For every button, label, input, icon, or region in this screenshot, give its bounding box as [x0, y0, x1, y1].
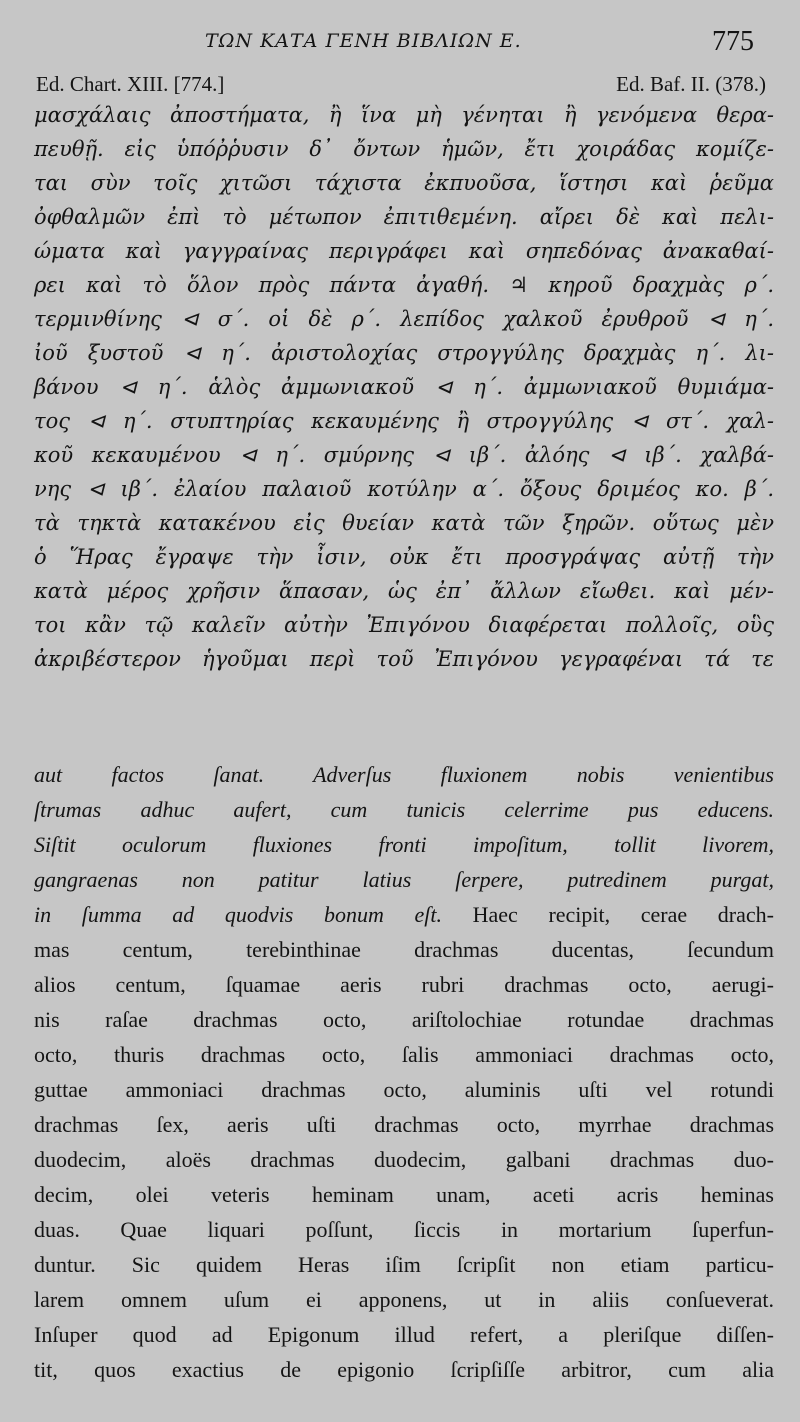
latin-roman-text: drachmas ſex, aeris uſti drachmas octo, myrrhae drachmas: [34, 1112, 774, 1137]
latin-line: [34, 1002, 774, 1037]
greek-text-block: [34, 98, 774, 676]
latin-text-block: [34, 757, 774, 1387]
latin-line: [34, 1282, 774, 1317]
latin-line: [34, 827, 774, 862]
edition-references: [36, 72, 766, 100]
running-head: [0, 26, 800, 62]
latin-line: [34, 1107, 774, 1142]
greek-line: βάνου ⊲ η΄. ἁλὸς ἀμμωνιακοῦ ⊲ η΄. ἀμμωνιακοῦ θυμιάμα-: [34, 375, 774, 399]
greek-line: ὁ Ἥρας ἔγραψε τὴν ἶσιν, οὐκ ἔτι προσγράψας αὐτῇ τὴν: [34, 545, 774, 569]
latin-line: [34, 757, 774, 792]
latin-roman-text: tit, quos exactius de epigonio ſcripſiſſe arbitror, cum alia: [34, 1357, 774, 1382]
greek-line: ρει καὶ τὸ ὅλον πρὸς πάντα ἀγαθή. ♃ κηροῦ δραχμὰς ρ΄.: [34, 273, 774, 297]
greek-line: ἰοῦ ξυστοῦ ⊲ η΄. ἀριστολοχίας στρογγύλης δραχμὰς η΄. λι-: [34, 341, 774, 365]
latin-italic-text: in ſumma ad quodvis bonum eſt.: [34, 902, 442, 927]
latin-italic-text: Siſtit oculorum fluxiones fronti impoſitum, tollit livorem,: [34, 832, 774, 857]
greek-line: τερμινθίνης ⊲ σ΄. οἱ δὲ ρ΄. λεπίδος χαλκοῦ ἐρυθροῦ ⊲ η΄.: [34, 307, 774, 331]
latin-line: [34, 1212, 774, 1247]
latin-roman-text: duntur. Sic quidem Heras iſim ſcripſit non etiam particu-: [34, 1252, 774, 1277]
greek-line: ἀκριβέστερον ἡγοῦμαι περὶ τοῦ Ἐπιγόνου γεγραφέναι τά τε: [34, 647, 774, 671]
latin-roman-text: duodecim, aloës drachmas duodecim, galbani drachmas duo-: [34, 1147, 774, 1172]
latin-italic-text: ſtrumas adhuc aufert, cum tunicis celerrime pus educens.: [34, 797, 774, 822]
latin-roman-text: mas centum, terebinthinae drachmas ducentas, ſecundum: [34, 937, 774, 962]
greek-line: τος ⊲ η΄. στυπτηρίας κεκαυμένης ἢ στρογγύλης ⊲ στ΄. χαλ-: [34, 409, 774, 433]
greek-line: τοι κἂν τῷ καλεῖν αὐτὴν Ἐπιγόνου διαφέρεται πολλοῖς, οὓς: [34, 613, 774, 637]
running-title: ΤΩΝ ΚΑΤΑ ΓΕΝΗ ΒΙΒΛΙΩΝ Ε.: [205, 30, 522, 52]
latin-roman-text: alios centum, ſquamae aeris rubri drachmas octo, aerugi-: [34, 972, 774, 997]
latin-line: [34, 862, 774, 897]
latin-line: [34, 1317, 774, 1352]
greek-line: τὰ τηκτὰ κατακένου εἰς θυείαν κατὰ τῶν ξηρῶν. οὕτως μὲν: [34, 511, 774, 535]
greek-line: πευθῇ. εἰς ὑπόῤῥυσιν δ᾽ ὄντων ἡμῶν, ἔτι χοιράδας κομίζε-: [34, 137, 774, 161]
edition-reference-chartier: Ed. Chart. XIII. [774.]: [36, 72, 225, 96]
show-through-bleed: [40, 690, 760, 750]
latin-roman-text: duas. Quae liquari poſſunt, ſiccis in mortarium ſuperfun-: [34, 1217, 774, 1242]
latin-line: [34, 1142, 774, 1177]
latin-roman-text: nis raſae drachmas octo, ariſtolochiae rotundae drachmas: [34, 1007, 774, 1032]
latin-line: [34, 967, 774, 1002]
latin-italic-text: aut factos ſanat. Adverſus fluxionem nobis venientibus: [34, 762, 774, 787]
latin-roman-text: Inſuper quod ad Epigonum illud refert, a pleriſque diſſen-: [34, 1322, 774, 1347]
greek-line: μασχάλαις ἀποστήματα, ἢ ἵνα μὴ γένηται ἢ γενόμενα θερα-: [34, 103, 774, 127]
latin-roman-text: guttae ammoniaci drachmas octo, aluminis uſti vel rotundi: [34, 1077, 774, 1102]
edition-reference-basel: Ed. Baf. II. (378.): [616, 72, 766, 96]
latin-roman-text: decim, olei veteris heminam unam, aceti acris heminas: [34, 1182, 774, 1207]
latin-line: [34, 792, 774, 827]
greek-line: κατὰ μέρος χρῆσιν ἅπασαν, ὡς ἐπ᾽ ἄλλων εἴωθει. καὶ μέν-: [34, 579, 774, 603]
greek-line: ώματα καὶ γαγγραίνας περιγράφει καὶ σηπεδόνας ἀνακαθαί-: [34, 239, 774, 263]
latin-roman-text: Haec recipit, cerae drach-: [442, 902, 774, 927]
latin-line: [34, 897, 774, 932]
greek-line: κοῦ κεκαυμένου ⊲ η΄. σμύρνης ⊲ ιβ΄. ἀλόης ⊲ ιβ΄. χαλβά-: [34, 443, 774, 467]
greek-line: ὀφθαλμῶν ἐπὶ τὸ μέτωπον ἐπιτιθεμένη. αἴρει δὲ καὶ πελι-: [34, 205, 774, 229]
latin-line: [34, 1352, 774, 1387]
greek-line: ται σὺν τοῖς χιτῶσι τάχιστα ἐκπυοῦσα, ἵστησι καὶ ῥεῦμα: [34, 171, 774, 195]
latin-roman-text: larem omnem uſum ei apponens, ut in aliis conſueverat.: [34, 1287, 774, 1312]
greek-line: νης ⊲ ιβ΄. ἐλαίου παλαιοῦ κοτύλην α΄. ὄξους δριμέος κο. β΄.: [34, 477, 774, 501]
latin-line: [34, 1072, 774, 1107]
latin-italic-text: gangraenas non patitur latius ſerpere, putredinem purgat,: [34, 867, 774, 892]
latin-line: [34, 932, 774, 967]
latin-line: [34, 1247, 774, 1282]
latin-line: [34, 1177, 774, 1212]
latin-roman-text: octo, thuris drachmas octo, ſalis ammoniaci drachmas octo,: [34, 1042, 774, 1067]
latin-line: [34, 1037, 774, 1072]
page-number: 775: [712, 26, 754, 57]
